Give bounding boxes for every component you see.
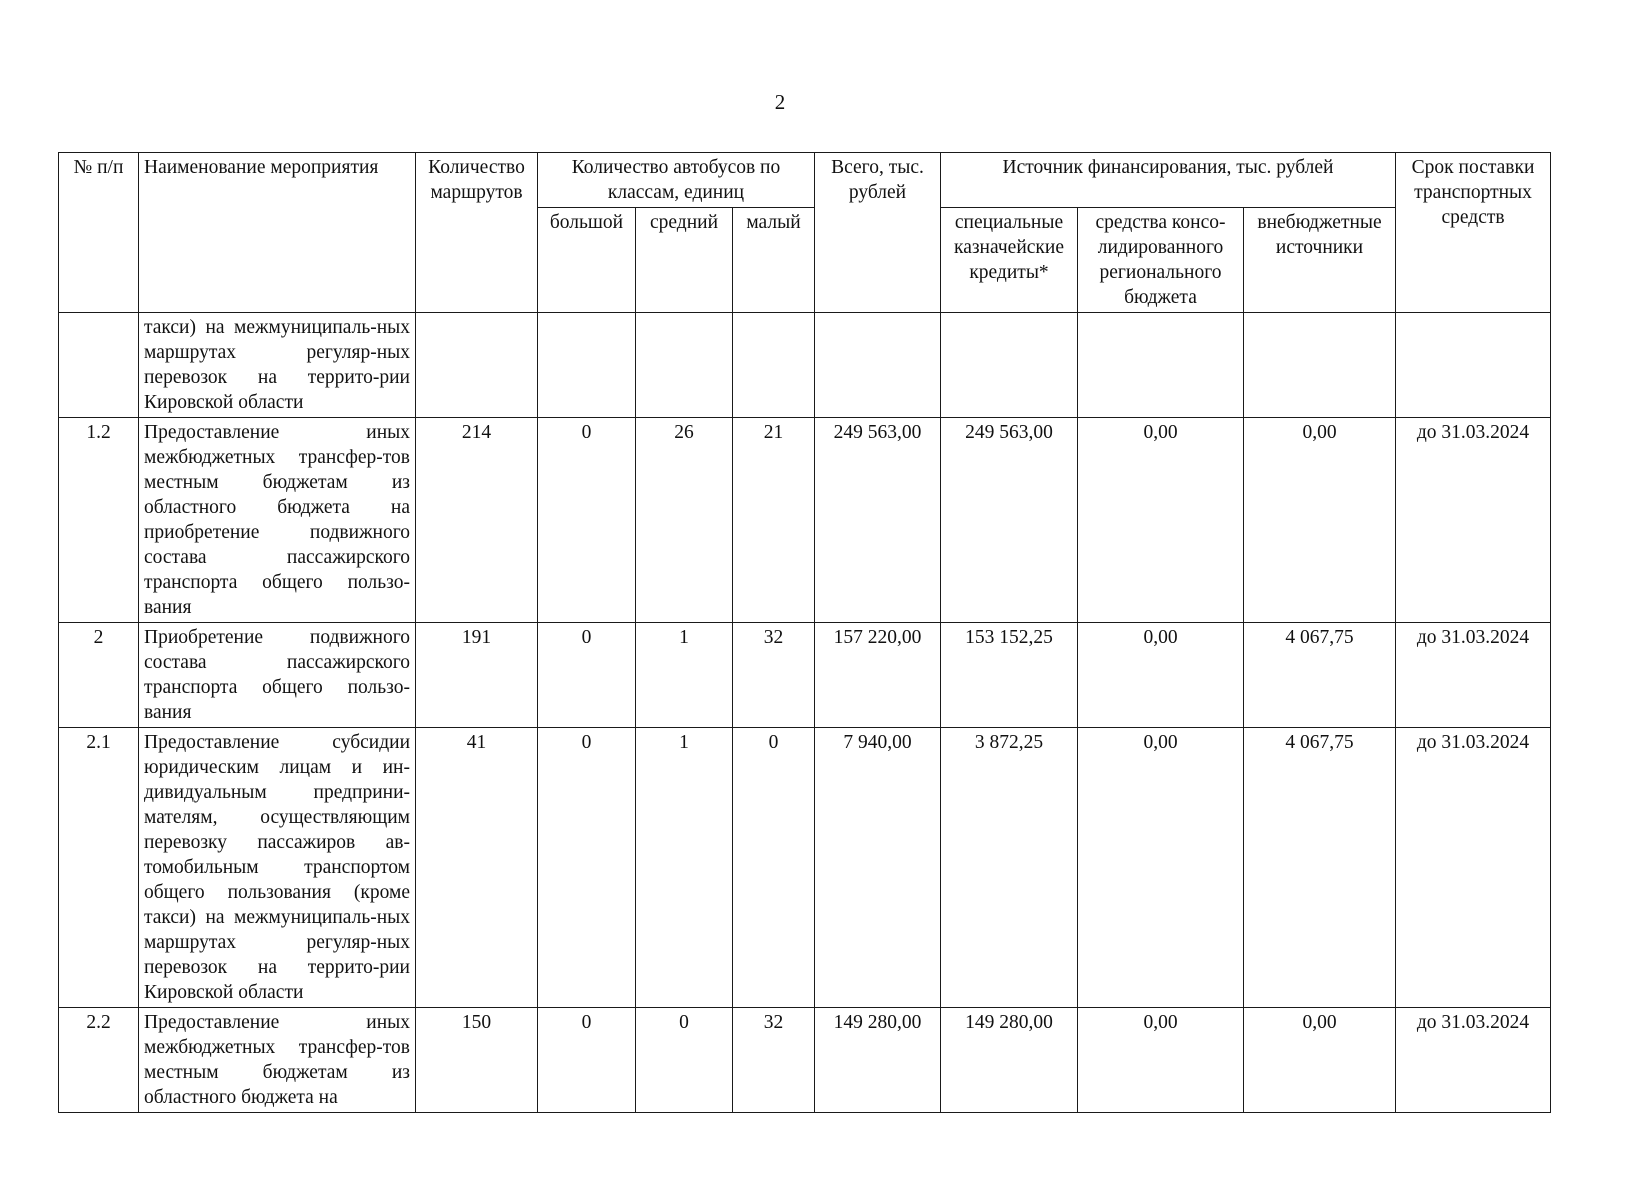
cell-bus-medium: 26 — [636, 418, 733, 623]
cell-num: 2 — [59, 623, 139, 728]
cell-fin-special: 3 872,25 — [941, 728, 1078, 1008]
cell-bus-medium: 1 — [636, 623, 733, 728]
cell-fin-special: 149 280,00 — [941, 1008, 1078, 1113]
cell-deadline: до 31.03.2024 — [1396, 1008, 1551, 1113]
cell-name: Приобретение подвижного состава пассажирского транспорта общего пользо-вания — [139, 623, 416, 728]
header-bus-medium: средний — [636, 208, 733, 313]
cell-total: 149 280,00 — [815, 1008, 941, 1113]
cell-fin-regional: 0,00 — [1078, 623, 1244, 728]
cell-total: 249 563,00 — [815, 418, 941, 623]
cell-bus-medium: 1 — [636, 728, 733, 1008]
page-number: 2 — [774, 90, 786, 114]
table-row — [59, 623, 1551, 728]
header-routes: Количество маршрутов — [416, 153, 538, 313]
table-row — [59, 1008, 1551, 1113]
header-num: № п/п — [59, 153, 139, 313]
table-row-continuation — [59, 313, 1551, 418]
cell-routes: 214 — [416, 418, 538, 623]
cell-fin-extra: 0,00 — [1244, 418, 1396, 623]
cell-num: 2.1 — [59, 728, 139, 1008]
cell-routes: 150 — [416, 1008, 538, 1113]
cell-name: Предоставление иных межбюджетных трансфер-тов местным бюджетам из областного бюджета на — [139, 1008, 416, 1113]
cell-bus-medium: 0 — [636, 1008, 733, 1113]
header-fin-extra: внебюджетные источники — [1244, 208, 1396, 313]
cell-total: 157 220,00 — [815, 623, 941, 728]
cell-fin-extra: 0,00 — [1244, 1008, 1396, 1113]
cell-name: такси) на межмуниципаль-ных маршрутах регуляр-ных перевозок на террито-рии Кировской области — [139, 313, 416, 418]
cell-bus-large: 0 — [538, 418, 636, 623]
cell-deadline: до 31.03.2024 — [1396, 623, 1551, 728]
header-financing: Источник финансирования, тыс. рублей — [941, 153, 1396, 208]
table-row — [59, 418, 1551, 623]
cell-routes: 41 — [416, 728, 538, 1008]
cell-fin-extra: 4 067,75 — [1244, 623, 1396, 728]
header-bus-large: большой — [538, 208, 636, 313]
cell-bus-large: 0 — [538, 728, 636, 1008]
cell-deadline: до 31.03.2024 — [1396, 418, 1551, 623]
header-deadline: Срок поставки транспортных средств — [1396, 153, 1551, 313]
cell-bus-large: 0 — [538, 1008, 636, 1113]
cell-bus-small: 32 — [733, 1008, 815, 1113]
cell-fin-regional: 0,00 — [1078, 728, 1244, 1008]
cell-fin-regional: 0,00 — [1078, 418, 1244, 623]
cell-bus-large: 0 — [538, 623, 636, 728]
cell-bus-small: 21 — [733, 418, 815, 623]
cell-fin-extra: 4 067,75 — [1244, 728, 1396, 1008]
cell-fin-special: 249 563,00 — [941, 418, 1078, 623]
cell-bus-small: 32 — [733, 623, 815, 728]
cell-name: Предоставление субсидии юридическим лицам и ин-дивидуальным предприни-мателям, осуществляющим перевозку пассажиров ав-томобильным транспортом общего пользования (кроме такси) на межмуниципаль-ных маршрутах регуляр-ных перевозок на террито-рии Кировской области — [139, 728, 416, 1008]
cell-fin-regional: 0,00 — [1078, 1008, 1244, 1113]
header-total: Всего, тыс. рублей — [815, 153, 941, 313]
cell-fin-special: 153 152,25 — [941, 623, 1078, 728]
header-name: Наименование мероприятия — [139, 153, 416, 313]
header-fin-special: специальные казначейские кредиты* — [941, 208, 1078, 313]
header-bus-classes: Количество автобусов по классам, единиц — [538, 153, 815, 208]
header-bus-small: малый — [733, 208, 815, 313]
cell-num: 1.2 — [59, 418, 139, 623]
funding-table — [58, 152, 1551, 1113]
cell-num — [59, 313, 139, 418]
cell-total: 7 940,00 — [815, 728, 941, 1008]
cell-name: Предоставление иных межбюджетных трансфер-тов местным бюджетам из областного бюджета на приобретение подвижного состава пассажирского транспорта общего пользо-вания — [139, 418, 416, 623]
cell-routes: 191 — [416, 623, 538, 728]
header-fin-regional: средства консо-лидированного регионального бюджета — [1078, 208, 1244, 313]
cell-num: 2.2 — [59, 1008, 139, 1113]
table-row — [59, 728, 1551, 1008]
cell-deadline: до 31.03.2024 — [1396, 728, 1551, 1008]
cell-bus-small: 0 — [733, 728, 815, 1008]
